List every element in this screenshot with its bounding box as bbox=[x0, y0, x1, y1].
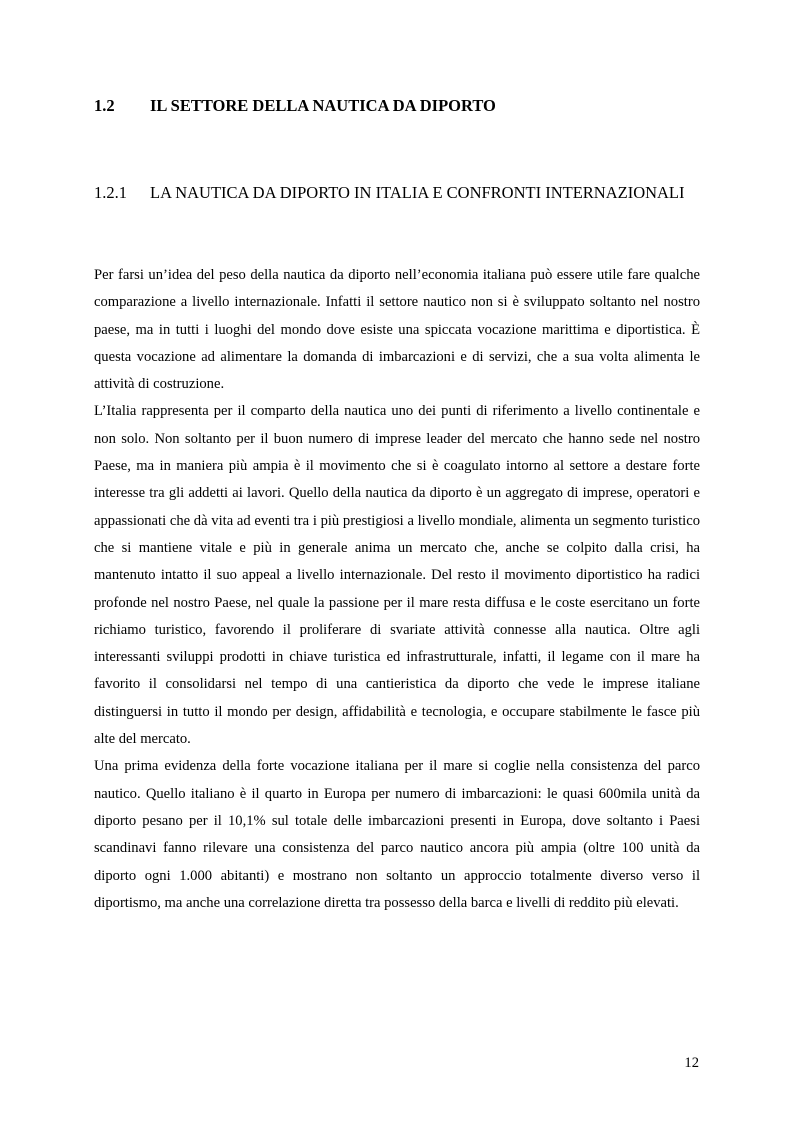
subsection-heading bbox=[94, 182, 700, 204]
paragraph: L’Italia rappresenta per il comparto della nautica uno dei punti di riferimento a livello continentale e non solo. Non soltanto per il buon numero di imprese leader del mercato che hanno sede nel nostro Paese, ma in maniera più ampia è il movimento che si è coagulato intorno al settore a destare forte interesse tra gli addetti ai lavori. Quello della nautica da diporto è un aggregato di imprese, operatori e appassionati che dà vita ad eventi tra i più prestigiosi a livello mondiale, alimenta un segmento turistico che si mantiene vitale e più in generale anima un mercato che, anche se colpito dalla crisi, ha mantenuto intatto il suo appeal a livello internazionale. Del resto il movimento diportistico ha radici profonde nel nostro Paese, nel quale la passione per il mare resta diffusa e le coste esercitano un forte richiamo turistico, favorendo il proliferare di svariate attività connesse alla nautica. Oltre agli interessanti sviluppi prodotti in chiave turistica ed infrastrutturale, infatti, il legame con il mare ha favorito il consolidarsi nel tempo di una cantieristica da diporto che vede le imprese italiane distinguersi in tutto il mondo per design, affidabilità e tecnologia, e occupare stabilmente le fasce più alte del mercato. bbox=[94, 403, 700, 748]
page-number: 12 bbox=[684, 1055, 699, 1071]
subsection-title: LA NAUTICA DA DIPORTO IN ITALIA E CONFRONTI INTERNAZIONALI bbox=[150, 183, 685, 202]
section-title: IL SETTORE DELLA NAUTICA DA DIPORTO bbox=[150, 96, 496, 115]
subsection-number: 1.2.1 bbox=[94, 183, 127, 202]
body-text bbox=[94, 262, 700, 917]
section-number: 1.2 bbox=[94, 96, 115, 115]
paragraph: Una prima evidenza della forte vocazione italiana per il mare si coglie nella consistenza del parco nautico. Quello italiano è il quarto in Europa per numero di imbarcazioni: le quasi 600mila unità da diporto pesano per il 10,1% sul totale delle imbarcazioni presenti in Europa, dove soltanto i Paesi scandinavi fanno rilevare una consistenza del parco nautico ancora più ampia (oltre 100 unità da diporto ogni 1.000 abitanti) e mostrano non soltanto un approccio totalmente diverso verso il diportismo, ma anche una correlazione diretta tra possesso della barca e livelli di reddito più elevati. bbox=[94, 758, 700, 911]
section-heading bbox=[94, 95, 700, 117]
paragraph: Per farsi un’idea del peso della nautica da diporto nell’economia italiana può essere utile fare qualche comparazione a livello internazionale. Infatti il settore nautico non si è sviluppato soltanto nel nostro paese, ma in tutti i luoghi del mondo dove esiste una spiccata vocazione marittima e diportistica. È questa vocazione ad alimentare la domanda di imbarcazioni e di servizi, che a sua volta alimenta le attività di costruzione. bbox=[94, 267, 700, 393]
